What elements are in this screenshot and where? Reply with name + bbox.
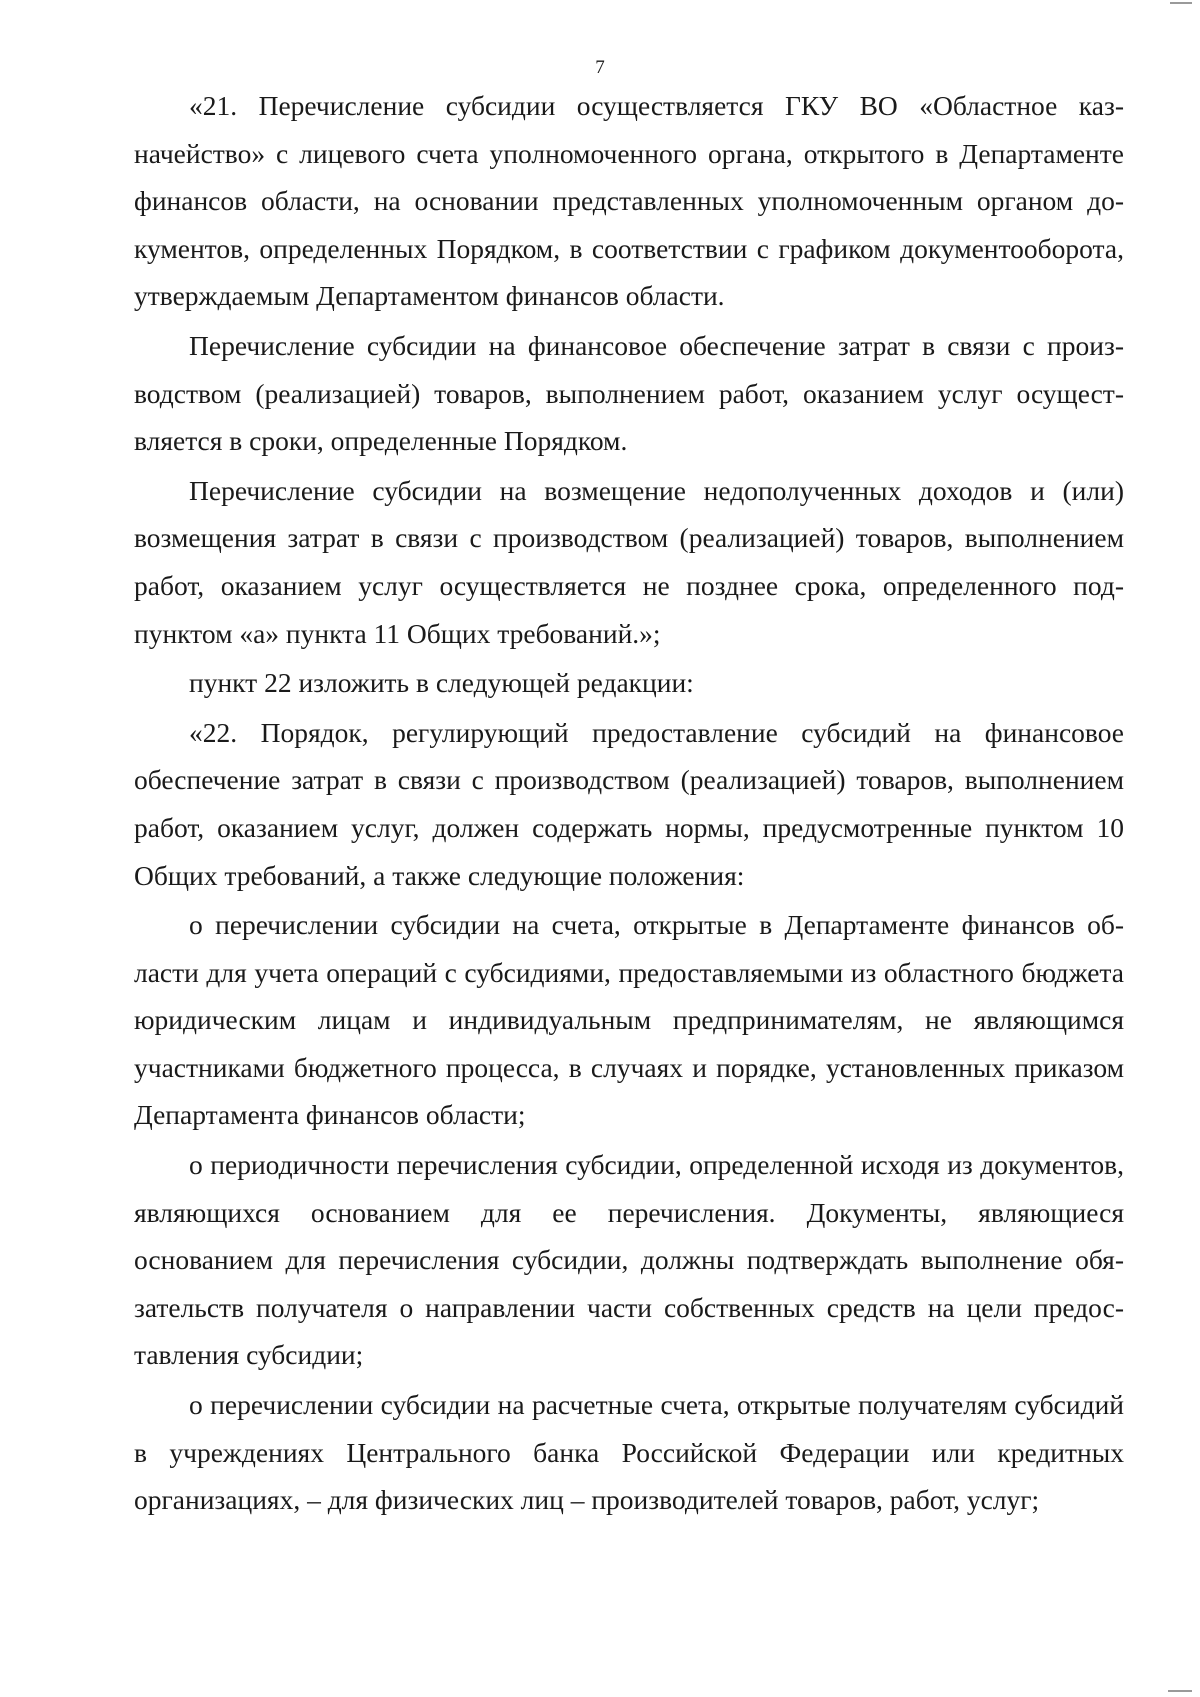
- document-body: [134, 82, 1124, 1526]
- paragraph-amend-22: пункт 22 изложить в следующей редакции:: [189, 667, 694, 699]
- provision-settlement-accounts: о перечислении субсидии на расчетные счета, открытые получателям субсидий в учреждениях Центрального банка Российской Федерации или кредитных организациях, – для физических лиц – производителей товаров, работ, услуг;: [134, 1389, 1124, 1516]
- scan-artifact-bottom-right: [1168, 1690, 1192, 1692]
- paragraph-compensation-transfer: Перечисление субсидии на возмещение недополученных доходов и (или) возмещения затрат в связи с производством (реализацией) товаров, выполнением работ, оказанием услуг осуществляется не позднее срока, определенного подпунктом «а» пункта 11 Общих требований.»;: [134, 474, 1124, 649]
- page-number: 7: [595, 57, 605, 78]
- paragraph-22: «22. Порядок, регулирующий предоставление субсидий на финансовое обеспечение затрат в связи с производством (реализацией) товаров, выполнением работ, оказанием услуг, должен содержать нормы, предусмотренные пунктом 10 Общих требований, а также следующие положения:: [134, 716, 1124, 891]
- provision-accounts: о перечислении субсидии на счета, открытые в Департаменте финансов области для учета операций с субсидиями, предоставляемыми из областного бюджета юридическим лицам и индивидуальным предпринимателям, не являющимся участниками бюджетного процесса, в случаях и порядке, установленных приказом Департамента финансов области;: [134, 909, 1124, 1131]
- provision-periodicity: о периодичности перечисления субсидии, определенной исходя из документов, являющихся основанием для ее перечисления. Документы, являющиеся основанием для перечисления субсидии, должны подтверждать выполнение обязательств получателя о направлении части собственных средств на цели предоставления субсидии;: [134, 1149, 1124, 1371]
- paragraph-financial-support-transfer: Перечисление субсидии на финансовое обеспечение затрат в связи с производством (реализацией) товаров, выполнением работ, оказанием услуг осуществляется в сроки, определенные Порядком.: [134, 329, 1124, 457]
- paragraph-21: «21. Перечисление субсидии осуществляется ГКУ ВО «Областное казначейство» с лицевого счета уполномоченного органа, открытого в Департаменте финансов области, на основании представленных уполномоченным органом документов, определенных Порядком, в соответствии с графиком документооборота, утверждаемым Департаментом финансов области.: [134, 90, 1124, 312]
- scan-artifact-top-right: [1170, 2, 1192, 4]
